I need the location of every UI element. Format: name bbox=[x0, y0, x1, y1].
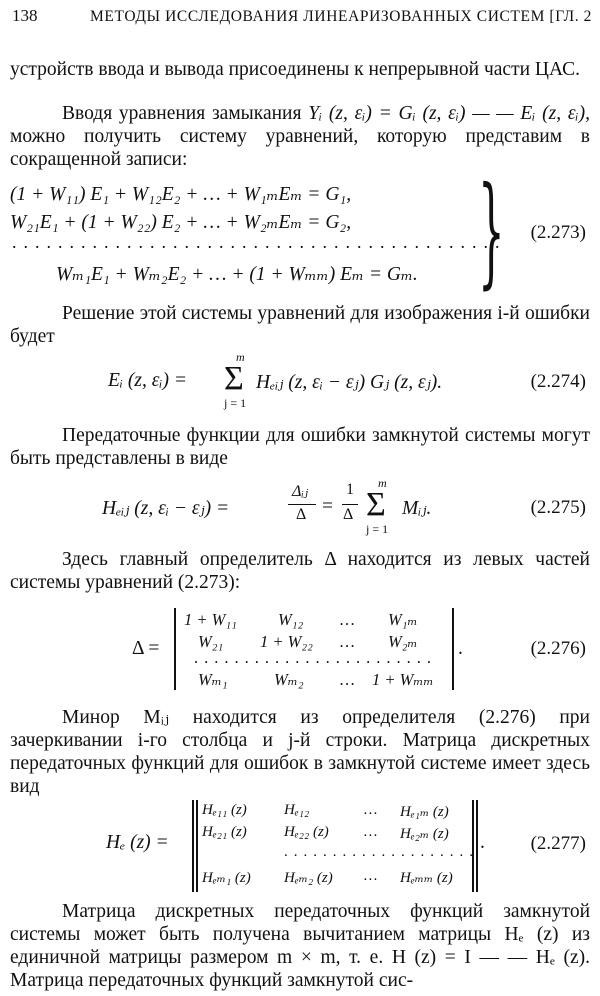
cell: W₂₁ bbox=[198, 632, 224, 651]
paragraph-2 bbox=[10, 102, 590, 171]
eq273-number: (2.273) bbox=[530, 222, 586, 243]
cell: … bbox=[364, 802, 378, 818]
para2-text-b: можно получить систему уравнений, которую представим в сокращенной записи: bbox=[10, 126, 590, 170]
sigma-icon: Σ bbox=[224, 360, 244, 397]
eq273-line2: W₂₁E₁ + (1 + W₂₂) E₂ + … + W₂ₘEₘ = G₂, bbox=[10, 212, 352, 233]
cell: … bbox=[340, 610, 355, 629]
matrix-left-bar-2 bbox=[196, 800, 198, 892]
eq277-period: . bbox=[480, 832, 485, 853]
cell: W₁ₘ bbox=[388, 610, 418, 629]
eq276-lhs: Δ = bbox=[132, 638, 160, 659]
eq277-number: (2.277) bbox=[530, 833, 586, 854]
eq273-dots: ........................................... bbox=[12, 232, 507, 252]
cell: Hₑ₂₂ (z) bbox=[284, 824, 329, 840]
determinant-right-bar bbox=[452, 608, 454, 690]
eq277-matrix bbox=[200, 800, 479, 892]
sigma-icon-2: Σ bbox=[366, 486, 386, 523]
eq276-period: . bbox=[458, 638, 463, 659]
cell: Wₘ₁ bbox=[198, 670, 228, 689]
cell: … bbox=[364, 824, 378, 840]
cell: W₂ₘ bbox=[388, 632, 418, 651]
cell: Hₑₘ₂ (z) bbox=[284, 870, 333, 886]
cell: 1 + W₂₂ bbox=[260, 632, 313, 651]
matrix-left-bar bbox=[192, 800, 194, 892]
eq274-sum-bottom: j = 1 bbox=[224, 396, 247, 410]
eq275-sum-top: m bbox=[378, 476, 387, 490]
page-number: 138 bbox=[12, 6, 38, 25]
eq274-rhs: Hₑᵢⱼ (z, εᵢ − εⱼ) Gⱼ (z, εⱼ). bbox=[256, 372, 443, 393]
eq275-rhs: Mᵢⱼ. bbox=[402, 498, 432, 519]
paragraph-6: Минор Mᵢⱼ находится из определителя (2.276) при зачеркивании i-го столбца и j-й строки. Матрица дискретных передаточных функций для ошибок в замкнутой системе имеет здесь вид bbox=[10, 707, 590, 797]
eq275-den1: Δ bbox=[296, 506, 307, 523]
eq276-number: (2.276) bbox=[530, 638, 586, 659]
eq275-sum-bottom: j = 1 bbox=[366, 522, 389, 536]
cell: Hₑ₂ₘ (z) bbox=[400, 826, 449, 842]
paragraph-4: Передаточные функции для ошибки замкнутой системы могут быть представлены в виде bbox=[10, 425, 590, 469]
paragraph-3: Решение этой системы уравнений для изображения i-й ошибки будет bbox=[10, 303, 590, 347]
eq275-den2: Δ bbox=[343, 506, 354, 523]
right-brace: } bbox=[478, 162, 505, 301]
para2-text-a: Вводя уравнения замыкания bbox=[62, 103, 309, 124]
eq276-matrix bbox=[180, 608, 452, 690]
cell: … bbox=[364, 868, 378, 884]
paragraph-5: Здесь главный определитель Δ находится из левых частей системы уравнений (2.273): bbox=[10, 549, 590, 593]
determinant-left-bar bbox=[174, 608, 176, 690]
eq274-sum-top: m bbox=[236, 350, 245, 364]
eq275-num2: 1 bbox=[346, 481, 354, 498]
closure-equation: Yᵢ (z, εᵢ) = Gᵢ (z, εᵢ) — — Eᵢ (z, εᵢ), bbox=[308, 103, 590, 124]
running-title: МЕТОДЫ ИССЛЕДОВАНИЯ ЛИНЕАРИЗОВАННЫХ СИСТЕМ [ГЛ. 2 bbox=[90, 8, 592, 25]
cell-dots: .................... bbox=[284, 844, 479, 860]
cell: W₁₂ bbox=[278, 610, 304, 629]
eq275-equals: = bbox=[322, 496, 333, 517]
eq275-lhs: Hₑᵢⱼ (z, εᵢ − εⱼ) = bbox=[102, 498, 230, 519]
running-header bbox=[8, 6, 592, 32]
cell-dots: ........................ bbox=[194, 648, 437, 667]
cell: … bbox=[340, 632, 355, 651]
cell: Hₑ₁₁ (z) bbox=[202, 802, 247, 818]
cell: Hₑ₂₁ (z) bbox=[202, 824, 247, 840]
cell: Hₑₘₘ (z) bbox=[400, 870, 453, 886]
cell: … bbox=[340, 670, 355, 689]
paragraph-1: устройств ввода и вывода присоединены к непрерывной части ЦАС. bbox=[10, 59, 580, 80]
fraction-bar-2 bbox=[342, 504, 358, 505]
cell: Hₑ₁ₘ (z) bbox=[400, 804, 449, 820]
eq277-lhs: Hₑ (z) = bbox=[106, 832, 169, 853]
cell: 1 + W₁₁ bbox=[184, 610, 237, 629]
cell: Hₑ₁₂ bbox=[284, 802, 310, 818]
cell: Hₑₘ₁ (z) bbox=[202, 870, 251, 886]
eq275-num1: Δᵢⱼ bbox=[292, 483, 309, 500]
eq273-line1: (1 + W₁₁) E₁ + W₁₂E₂ + … + W₁ₘEₘ = G₁, bbox=[10, 184, 352, 205]
cell: Wₘ₂ bbox=[274, 670, 304, 689]
eq275-number: (2.275) bbox=[530, 497, 586, 518]
paragraph-7: Матрица дискретных передаточных функций замкнутой системы может быть получена вычитанием матрицы Hₑ (z) из единичной матрицы размером m × m, т. е. H (z) = I — — Hₑ (z). Матрица передаточных функций замкнутой сис- bbox=[10, 901, 590, 991]
fraction-bar bbox=[288, 504, 316, 505]
eq274-lhs: Eᵢ (z, εᵢ) = bbox=[108, 370, 187, 391]
eq273-line3: Wₘ₁E₁ + Wₘ₂E₂ + … + (1 + Wₘₘ) Eₘ = Gₘ. bbox=[56, 264, 418, 285]
eq274-number: (2.274) bbox=[530, 371, 586, 392]
cell: 1 + Wₘₘ bbox=[372, 670, 434, 689]
